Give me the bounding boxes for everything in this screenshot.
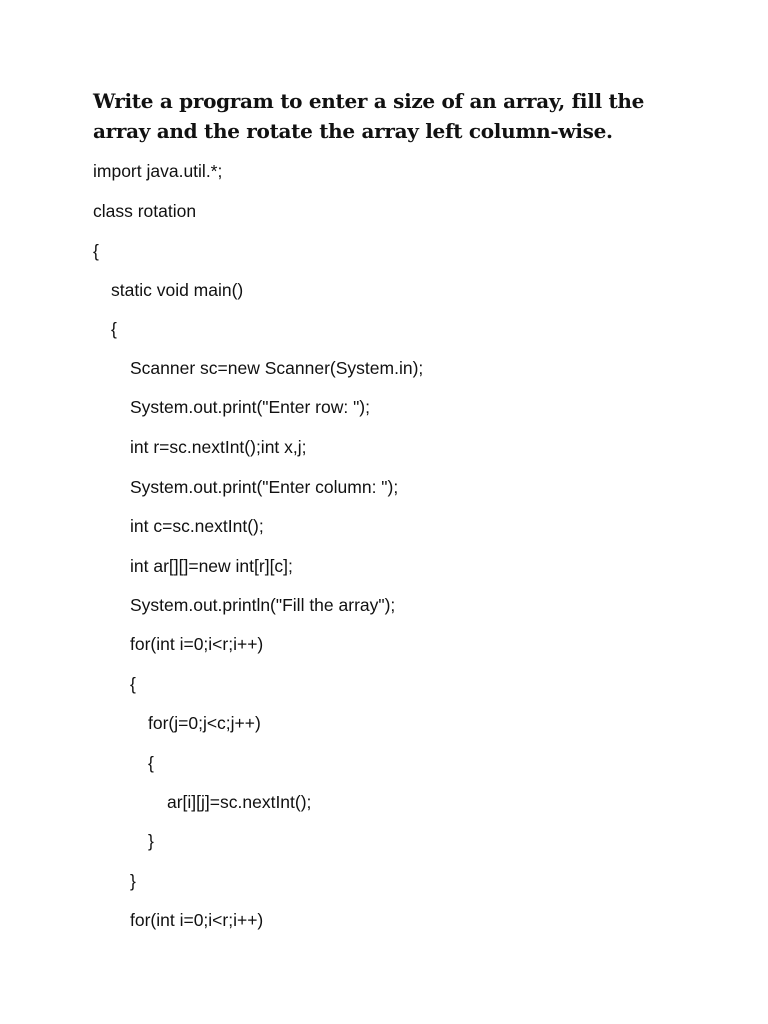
code-line-inner-for-close-brace: } bbox=[148, 831, 154, 851]
code-line-print-row: System.out.print("Enter row: "); bbox=[130, 397, 370, 417]
code-line-read-row: int r=sc.nextInt();int x,j; bbox=[130, 437, 307, 457]
code-line-outer-for-fill: for(int i=0;i<r;i++) bbox=[130, 634, 264, 654]
heading-line-1: Write a program to enter a size of an array, fill the bbox=[93, 89, 645, 113]
code-line-import: import java.util.*; bbox=[93, 161, 223, 181]
code-line-inner-for-fill: for(j=0;j<c;j++) bbox=[148, 713, 261, 733]
code-line-outer-for-rotate: for(int i=0;i<r;i++) bbox=[130, 910, 264, 930]
code-line-read-column: int c=sc.nextInt(); bbox=[130, 516, 264, 536]
code-line-class-open-brace: { bbox=[93, 241, 99, 261]
code-line-array-declaration: int ar[][]=new int[r][c]; bbox=[130, 556, 293, 576]
code-line-read-element: ar[i][j]=sc.nextInt(); bbox=[167, 792, 312, 812]
code-line-print-fill: System.out.println("Fill the array"); bbox=[130, 595, 396, 615]
heading-line-2: array and the rotate the array left column-wise. bbox=[93, 119, 613, 143]
code-line-inner-for-open-brace: { bbox=[148, 753, 154, 773]
code-line-scanner: Scanner sc=new Scanner(System.in); bbox=[130, 358, 424, 378]
code-line-print-column: System.out.print("Enter column: "); bbox=[130, 477, 399, 497]
question-heading bbox=[93, 86, 693, 146]
code-line-outer-for-close-brace: } bbox=[130, 871, 136, 891]
code-line-class-declaration: class rotation bbox=[93, 201, 197, 221]
code-line-main-open-brace: { bbox=[111, 319, 117, 339]
code-line-main-method: static void main() bbox=[111, 280, 244, 300]
code-line-outer-for-open-brace: { bbox=[130, 674, 136, 694]
